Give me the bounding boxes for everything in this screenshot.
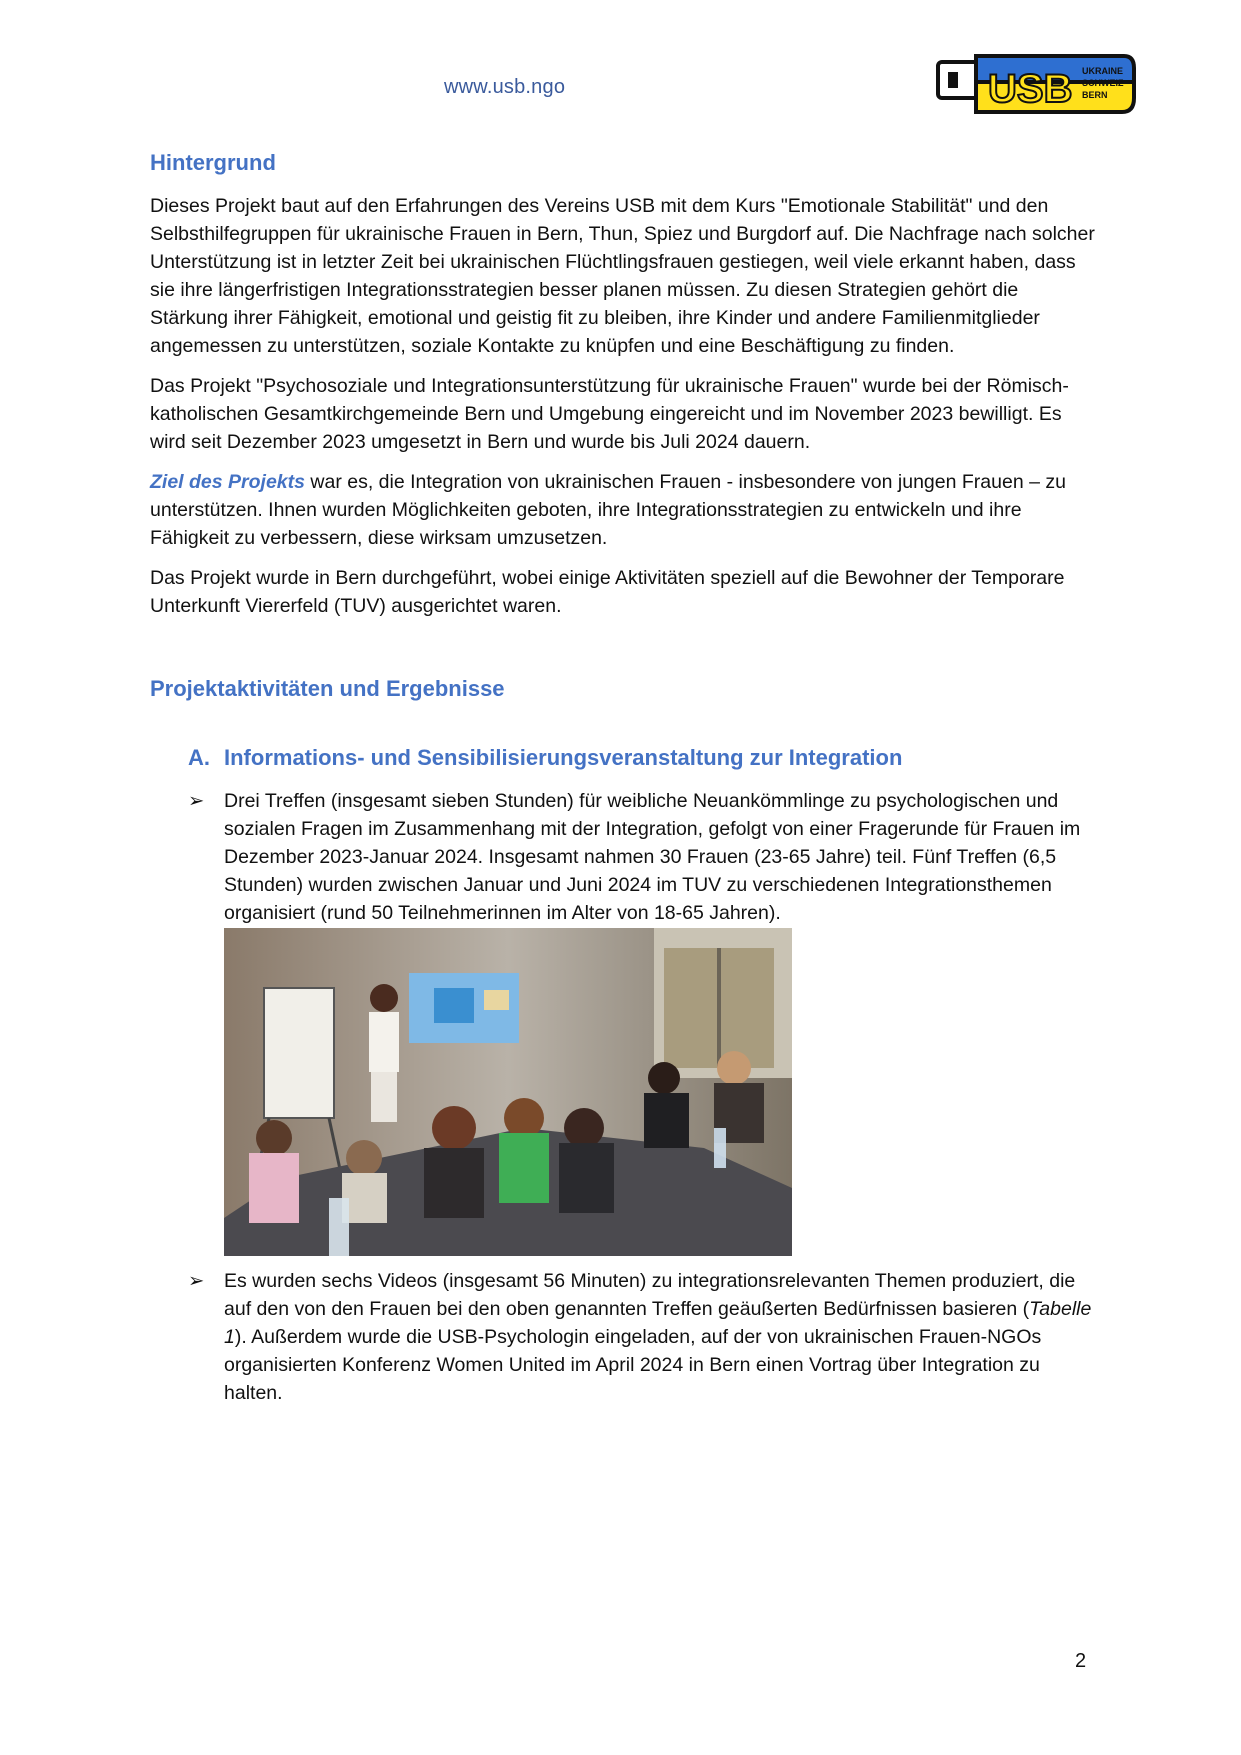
header-url[interactable]: www.usb.ngo [444, 76, 566, 98]
table-reference: Tabelle 1 [224, 1298, 1092, 1348]
main-content [150, 150, 1100, 702]
usb-logo [936, 52, 1136, 116]
bullet-text: Drei Treffen (insgesamt sieben Stunden) für weibliche Neuankömmlinge zu psychologischen und sozialen Fragen im Zusammenhang mit der Integration, gefolgt von einer Fragerunde für Frauen im Dezember 2023-Januar 2024. Insgesamt nahmen 30 Frauen (23-65 Jahre) teil. Fünf Treffen (6,5 Stunden) wurden zwischen Januar und Juni 2024 im TUV zu verschiedenen Integrationsthemen organisiert (rund 50 Teilnehmerinnen im Alter von 18-65 Jahren). [224, 790, 1081, 924]
goal-text: war es, die Integration von ukrainischen Frauen - insbesondere von jungen Frauen – zu unterstützen. Ihnen wurden Möglichkeiten geboten, ihre Integrationsstrategien zu entwickeln und ihre Fähigkeit zu verbessern, diese wirksam umzusetzen. [150, 471, 1066, 549]
section-title-projekt: Projektaktivitäten und Ergebnisse [150, 676, 505, 701]
paragraph-background: Dieses Projekt baut auf den Erfahrungen des Vereins USB mit dem Kurs "Emotionale Stabilität" und den Selbsthilfegruppen für ukrainische Frauen in Bern, Thun, Spiez und Burgdorf auf. Die Nachfrage nach solcher Unterstützung ist in letzter Zeit bei ukrainischen Flüchtlingsfrauen gestiegen, weil viele erkannt haben, dass sie ihre längerfristigen Integrationsstrategien besser planen müssen. Zu diesen Strategien gehört die Stärkung ihrer Fähigkeit, emotional und geistig fit zu bleiben, ihre Kinder und andere Familienmitglieder angemessen zu unterstützen, soziale Kontakte zu knüpfen und eine Beschäftigung zu finden. [150, 195, 1095, 357]
subsection-heading-a [188, 745, 902, 771]
paragraph-goal [150, 468, 1100, 552]
bullet-text-part2: ). Außerdem wurde die USB-Psychologin eingeladen, auf der von ukrainischen Frauen-NGOs organisierten Konferenz Women United im April 2024 in Bern einen Vortrag über Integration zu halten. [224, 1326, 1042, 1404]
section-title-hintergrund: Hintergrund [150, 150, 276, 175]
subsection-title: Informations- und Sensibilisierungsveranstaltung zur Integration [224, 745, 903, 770]
bullet-text-part1: Es wurden sechs Videos (insgesamt 56 Minuten) zu integrationsrelevanten Themen produziert, die auf den von den Frauen bei den oben genannten Treffen geäußerten Bedürfnissen basieren ( [224, 1270, 1076, 1320]
page-number: 2 [1075, 1650, 1087, 1672]
meeting-photo [224, 928, 792, 1256]
bullet-item-meetings [188, 787, 1100, 927]
bullet-item-videos [188, 1267, 1100, 1407]
paragraph-project: Das Projekt "Psychosoziale und Integrationsunterstützung für ukrainische Frauen" wurde bei der Römisch-katholischen Gesamtkirchgemeinde Bern und Umgebung eingereicht und im November 2023 bewilligt. Es wird seit Dezember 2023 umgesetzt in Bern und wurde bis Juli 2024 dauern. [150, 375, 1069, 453]
logo-line2: SCHWEIZ [1082, 78, 1124, 88]
bullet-text [224, 1267, 1100, 1407]
paragraph-location: Das Projekt wurde in Bern durchgeführt, wobei einige Aktivitäten speziell auf die Bewohner der Temporare Unterkunft Viererfeld (TUV) ausgerichtet waren. [150, 567, 1065, 617]
goal-emphasis: Ziel des Projekts [150, 471, 305, 493]
logo-line1: UKRAINE [1082, 66, 1124, 76]
logo-usb-text: USB [988, 67, 1073, 111]
subsection-letter: A. [188, 745, 210, 770]
logo-line3: BERN [1082, 90, 1108, 100]
bullet-arrow-icon: ➢ [188, 790, 205, 812]
bullet-arrow-icon: ➢ [188, 1270, 205, 1292]
